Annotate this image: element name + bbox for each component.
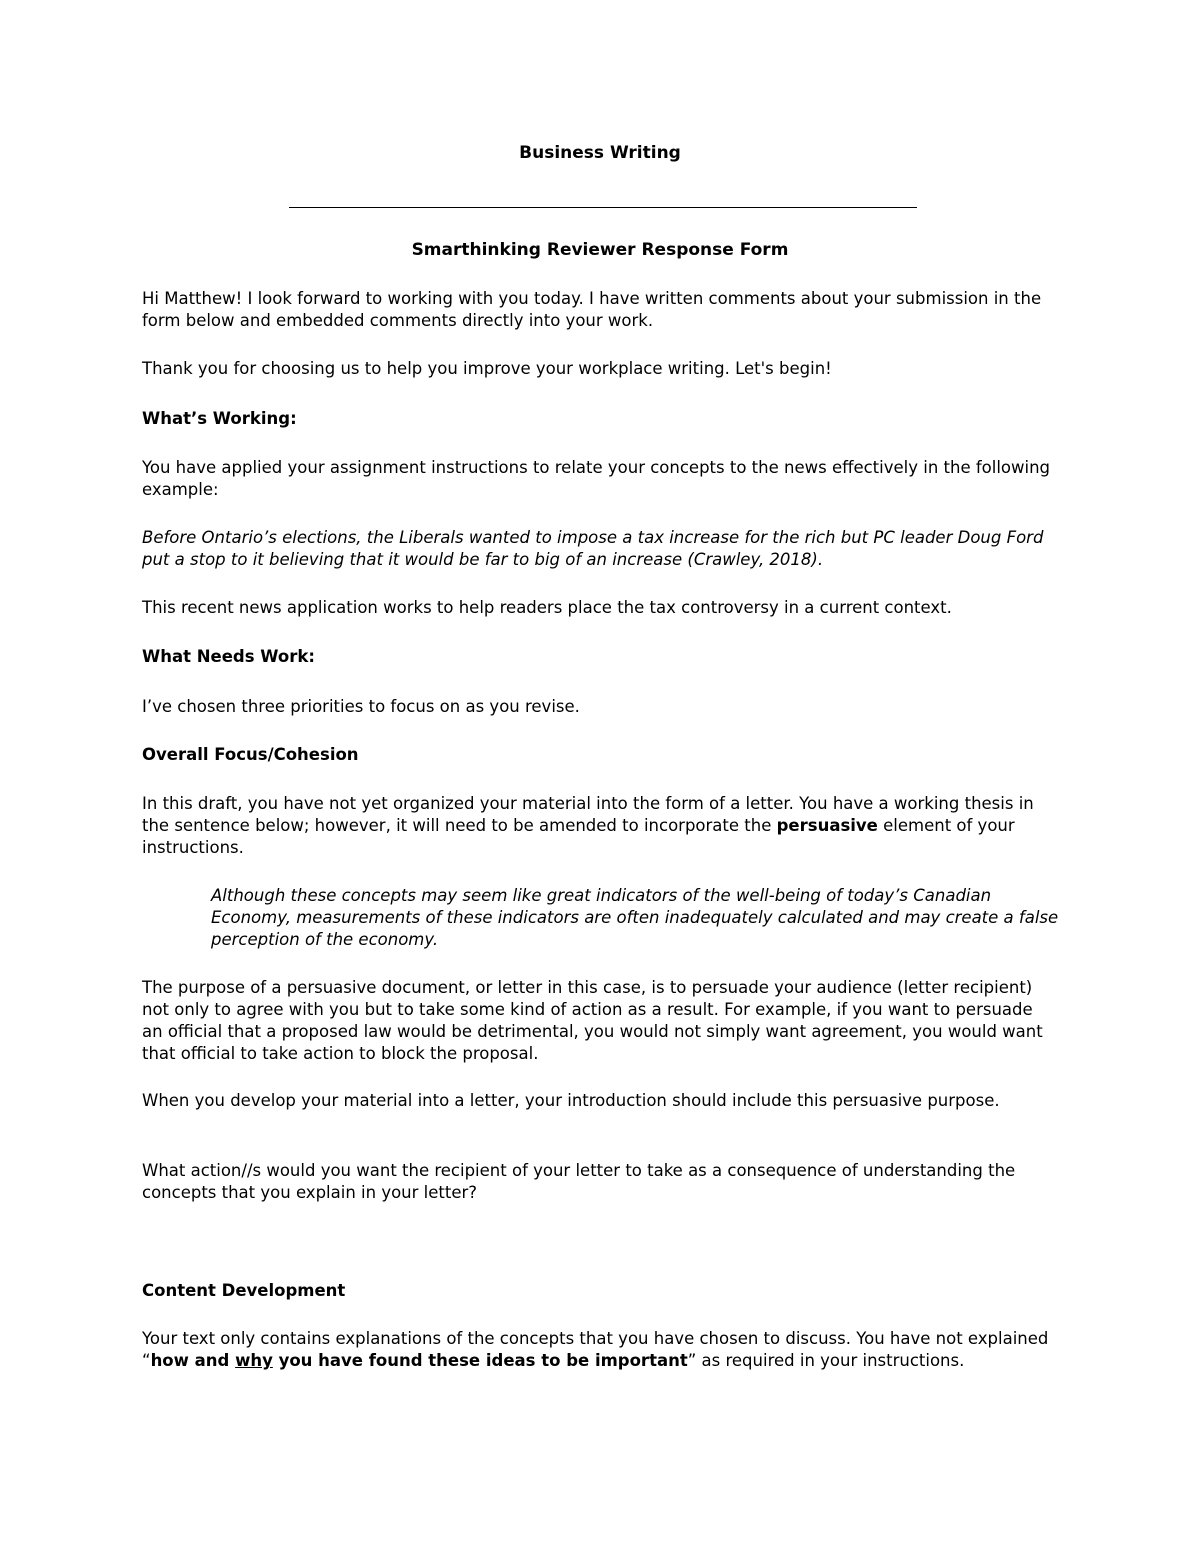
form-title: Smarthinking Reviewer Response Form xyxy=(411,240,789,260)
whats-working-text: You have applied your assignment instructions to relate your concepts to the news effectively in the following example: xyxy=(142,458,1051,499)
overall-focus-heading: Overall Focus/Cohesion xyxy=(142,745,359,764)
content-bold-1: how and xyxy=(150,1351,236,1370)
greeting-paragraph: Hi Matthew! I look forward to working with you today. I have written comments about your submission in the form below and embedded comments directly into your work. xyxy=(142,289,1042,330)
content-paragraph-1 xyxy=(142,1328,1057,1372)
content-bold-2: you have found these ideas to be important xyxy=(272,1351,688,1370)
content-development-heading: Content Development xyxy=(142,1281,346,1300)
priorities-text: I’ve chosen three priorities to focus on as you revise. xyxy=(142,697,580,716)
why-keyword: why xyxy=(235,1351,273,1370)
persuasive-keyword: persuasive xyxy=(776,816,878,835)
document-title: Business Writing xyxy=(519,143,681,163)
content-p1-end: ” as required in your instructions. xyxy=(687,1351,965,1370)
whats-working-heading: What’s Working: xyxy=(142,409,297,428)
focus-p1-end: element of your instructions. xyxy=(142,816,1015,857)
focus-paragraph-3: When you develop your material into a letter, your introduction should include this persuasive purpose. xyxy=(142,1091,1000,1110)
content-p1-start: Your text only contains explanations of the concepts that you have chosen to discuss. You have not explained “ xyxy=(142,1329,1049,1370)
title-divider xyxy=(289,207,917,208)
news-example-comment: This recent news application works to help readers place the tax controversy in a current context. xyxy=(142,598,952,617)
focus-paragraph-2: The purpose of a persuasive document, or letter in this case, is to persuade your audience (letter recipient) not only to agree with you but to take some kind of action as a result. For example, if you want to persuade an official that a proposed law would be detrimental, you would not simply want agreement, you would want that official to take action to block the proposal. xyxy=(142,978,1043,1063)
news-example-quote: Before Ontario’s elections, the Liberals wanted to impose a tax increase for the rich but PC leader Doug Ford put a stop to it believing that it would be far to big of an increase (Crawley, 2018). xyxy=(142,528,1044,569)
thanks-paragraph: Thank you for choosing us to help you improve your workplace writing. Let's begin! xyxy=(142,359,832,378)
what-needs-work-heading: What Needs Work: xyxy=(142,647,315,666)
focus-paragraph-1 xyxy=(142,793,1057,859)
thesis-quote: Although these concepts may seem like great indicators of the well-being of today’s Canadian Economy, measurements of these indicators are often inadequately calculated and may create a false perception of the economy. xyxy=(211,886,1059,949)
focus-paragraph-4: What action//s would you want the recipient of your letter to take as a consequence of understanding the concepts that you explain in your letter? xyxy=(142,1161,1016,1202)
focus-p1-start: In this draft, you have not yet organized your material into the form of a letter. You have a working thesis in the sentence below; however, it will need to be amended to incorporate the xyxy=(142,794,1034,835)
